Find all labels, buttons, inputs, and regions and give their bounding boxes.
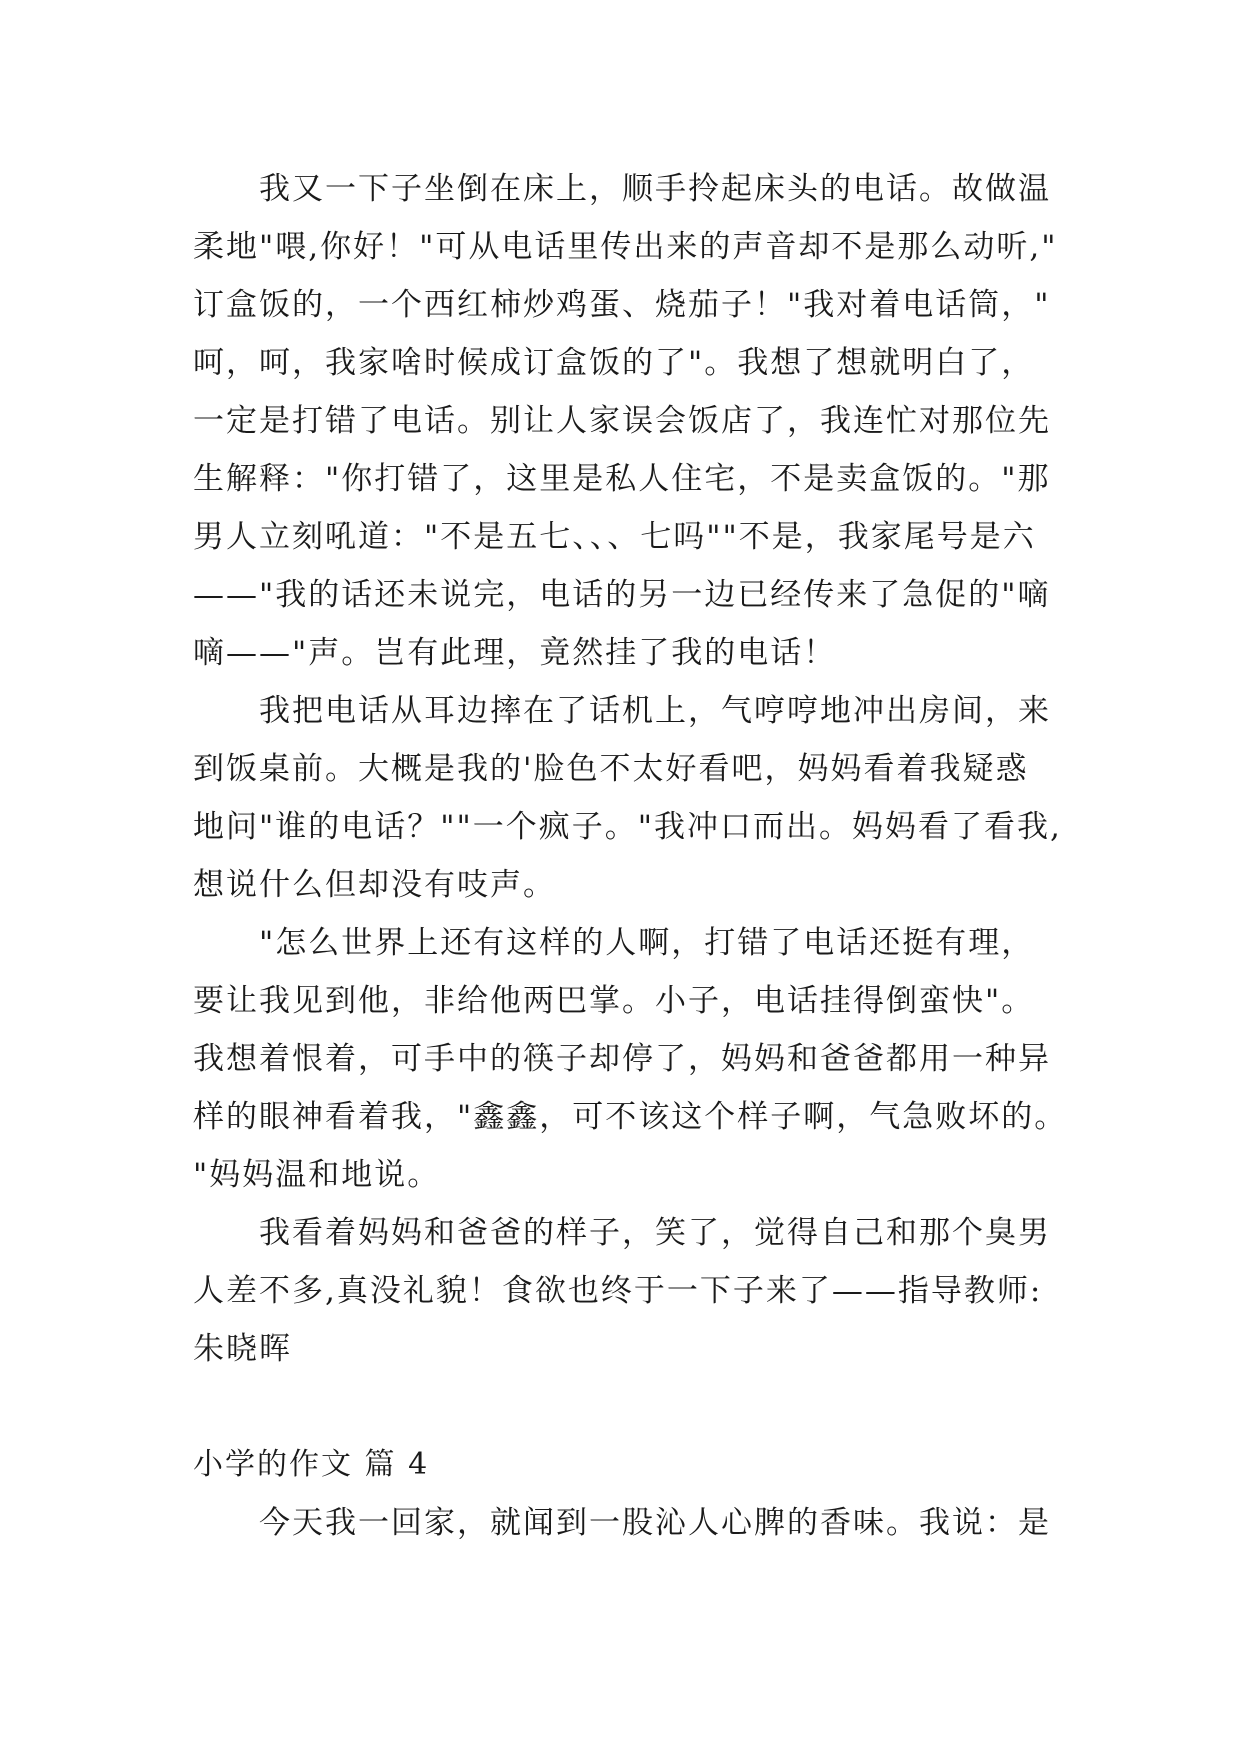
text-line: 一定是打错了电话。别让人家误会饭店了，我连忙对那位先 [193, 403, 1051, 439]
paragraph-2 [193, 682, 1063, 914]
section-heading: 小学的作文 篇 4 [193, 1447, 430, 1482]
text-line: 今天我一回家，就闻到一股沁人心脾的香味。我说：是 [259, 1505, 1051, 1541]
paragraph-4 [193, 1204, 1063, 1378]
text-line: 到饭桌前。大概是我的'脸色不太好看吧，妈妈看着我疑惑 [193, 751, 1029, 787]
document-body [193, 160, 1068, 1552]
text-line: "怎么世界上还有这样的人啊，打错了电话还挺有理， [259, 925, 1035, 961]
text-line: 朱晓晖 [193, 1331, 292, 1367]
text-line: 生解释："你打错了，这里是私人住宅，不是卖盒饭的。"那 [193, 461, 1051, 497]
text-line: 我看着妈妈和爸爸的样子，笑了，觉得自己和那个臭男 [259, 1215, 1051, 1251]
text-line: 我把电话从耳边摔在了话机上，气哼哼地冲出房间，来 [259, 693, 1051, 729]
text-line: 样的眼神看着我，"鑫鑫，可不该这个样子啊，气急败坏的。 [193, 1099, 1068, 1135]
text-line: 柔地"喂,你好！"可从电话里传出来的声音却不是那么动听," [193, 229, 1058, 265]
text-line: 我想着恨着，可手中的筷子却停了，妈妈和爸爸都用一种异 [193, 1041, 1051, 1077]
paragraph-5 [193, 1494, 1063, 1552]
text-line: 嘀——"声。岂有此理，竟然挂了我的电话！ [193, 635, 837, 671]
paragraph-3 [193, 914, 1068, 1204]
text-line: 地问"谁的电话？""一个疯子。"我冲口而出。妈妈看了看我, [193, 809, 1062, 845]
paragraph-1 [193, 160, 1063, 682]
text-line: 要让我见到他，非给他两巴掌。小子，电话挂得倒蛮快"。 [193, 983, 1035, 1019]
text-line: "妈妈温和地说。 [193, 1157, 441, 1193]
text-line: 想说什么但却没有吱声。 [193, 867, 556, 903]
text-line: 男人立刻吼道："不是五七、、、七吗""不是，我家尾号是六 [193, 519, 1036, 555]
text-line: 我又一下子坐倒在床上，顺手拎起床头的电话。故做温 [259, 171, 1051, 207]
text-line: 人差不多,真没礼貌！食欲也终于一下子来了——指导教师: [193, 1273, 1043, 1309]
text-line: ——"我的话还未说完，电话的另一边已经传来了急促的"嘀 [193, 577, 1051, 613]
text-line: 订盒饭的，一个西红柿炒鸡蛋、烧茄子！"我对着电话筒，" [193, 287, 1051, 323]
text-line: 呵，呵，我家啥时候成订盒饭的了"。我想了想就明白了， [193, 345, 1035, 381]
